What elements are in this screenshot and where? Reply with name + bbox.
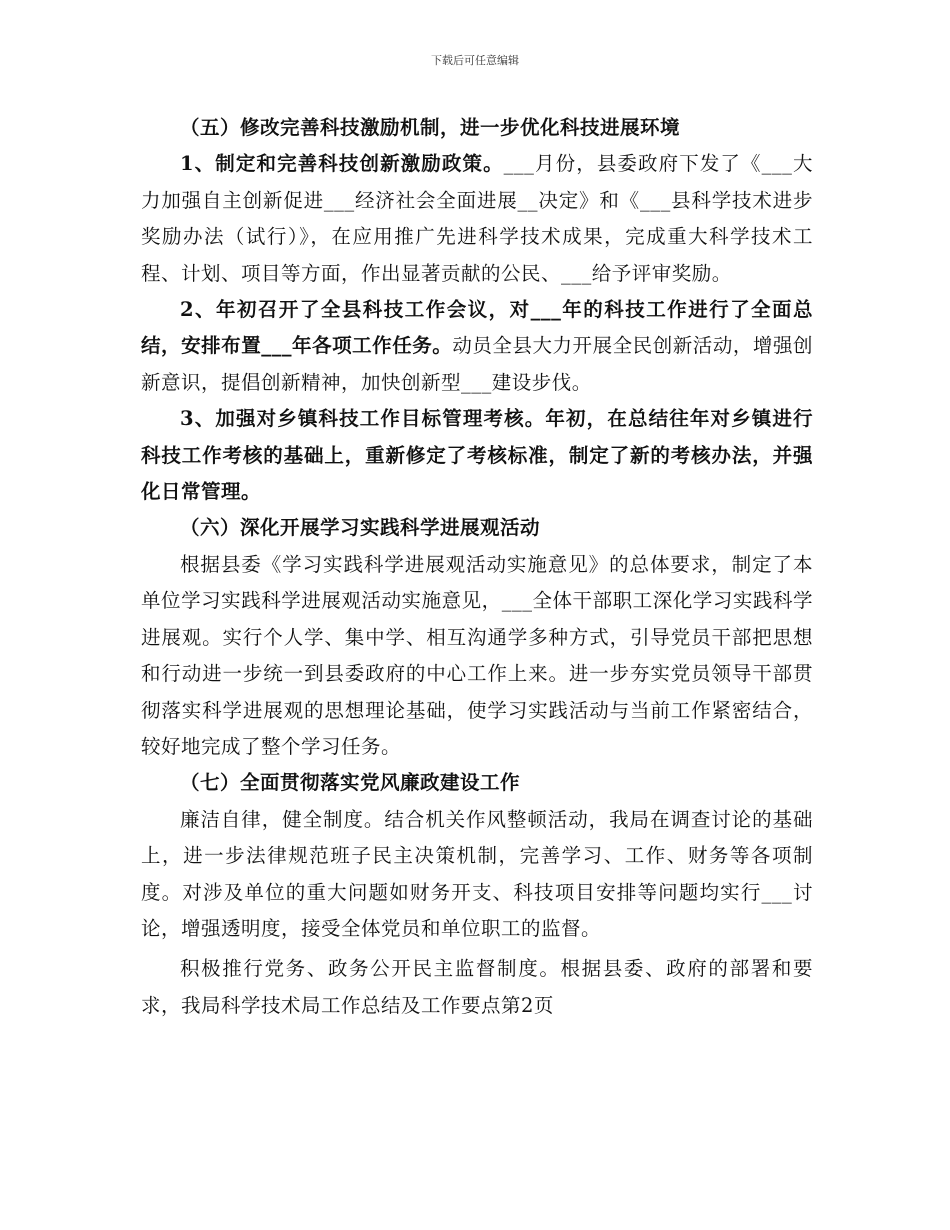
paragraph-2 <box>141 292 813 401</box>
page-header-note: 下载后可任意编辑 <box>431 54 519 67</box>
paragraph-2-lead: 2、年初召开了全县科技工作会议，对___年的科技工作进行了全面总结，安排布置___年各项工作任务。 <box>141 298 813 358</box>
paragraph-3: 3、加强对乡镇科技工作目标管理考核。年初，在总结往年对乡镇进行科技工作考核的基础上，重新修定了考核标准，制定了新的考核办法，并强化日常管理。 <box>141 407 813 504</box>
paragraph-1-body: ___月份，县委政府下发了《___大力加强自主创新促进___经济社会全面进展__决定》和《___县科学技术进步奖励办法（试行）》，在应用推广先进科学技术成果，完成重大科学技术工程、计划、项目等方面，作出显著贡献的公民、___给予评审奖励。 <box>141 152 813 285</box>
section-heading-5: （五）修改完善科技激励机制，进一步优化科技进展环境 <box>180 116 681 139</box>
section-heading-6: （六）深化开展学习实践科学进展观活动 <box>180 516 541 540</box>
document-body <box>141 110 813 1024</box>
paragraph-5: 廉洁自律，健全制度。结合机关作风整顿活动，我局在调查讨论的基础上，进一步法律规范班子民主决策机制，完善学习、工作、财务等各项制度。对涉及单位的重大问题如财务开支、科技项目安排等问题均实行___讨论，增强透明度，接受全体党员和单位职工的监督。 <box>141 807 813 940</box>
paragraph-4: 根据县委《学习实践科学进展观活动实施意见》的总体要求，制定了本单位学习实践科学进展观活动实施意见，___全体干部职工深化学习实践科学进展观。实行个人学、集中学、相互沟通学多种方式，引导党员干部把思想和行动进一步统一到县委政府的中心工作上来。进一步夯实党员领导干部贯彻落实科学进展观的思想理论基础，使学习实践活动与当前工作紧密结合，较好地完成了整个学习任务。 <box>141 552 813 758</box>
paragraph-1 <box>141 146 813 292</box>
section-heading-7: （七）全面贯彻落实党风廉政建设工作 <box>180 771 521 795</box>
paragraph-2-body: 动员全县大力开展全民创新活动，增强创新意识，提倡创新精神，加快创新型___建设步伐。 <box>141 334 813 394</box>
paragraph-1-lead: 1、制定和完善科技创新激励政策。 <box>180 152 504 176</box>
paragraph-6: 积极推行党务、政务公开民主监督制度。根据县委、政府的部署和要求，我局科学技术局工作总结及工作要点第2页 <box>141 957 813 1017</box>
